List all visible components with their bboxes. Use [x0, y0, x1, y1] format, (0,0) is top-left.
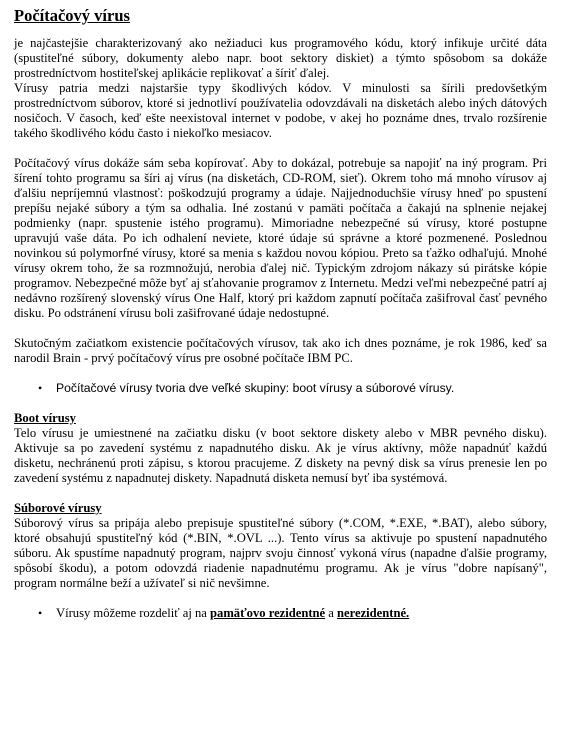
list-item-joiner: a [325, 606, 338, 620]
boot-viruses-text: Telo vírusu je umiestnené na začiatku disku (v boot sektore diskety alebo v MBR pevného disku). Aktivuje sa po zavedení systému z napadnutého disku. Ak je vírus aktívny, môže napadnúť každú disketu, nechránenú proti zápisu, s ktorou pracujeme. Z diskety na pevný disk sa vírus prenesie len po zavedení systému z napadnutej diskety. Napadnutá disketa nemusí byť iba systémová. [14, 426, 547, 485]
spacer [14, 591, 547, 606]
list-item-text: Počítačové vírusy tvoria dve veľké skupiny: boot vírusy a súborové vírusy. [56, 381, 455, 395]
intro-paragraph-1: je najčastejšie charakterizovaný ako nežiaduci kus programového kódu, ktorý infikuje určité dáta (spustiteľné súbory, dokumenty alebo napr. boot sektory diskiet) a týmto spôsobom sa dokáže prostredníctvom hostiteľskej aplikácie replikovať a šíriť ďalej. [14, 36, 547, 80]
file-viruses-heading: Súborové vírusy [14, 501, 102, 515]
spacer [14, 141, 547, 156]
page-title: Počítačový vírus [14, 6, 130, 25]
file-viruses-text: Súborový vírus sa pripája alebo prepisuje spustiteľné súbory (*.COM, *.EXE, *.BAT), alebo súbory, ktoré obsahujú spustiteľný kód (*.BIN, *.OVL ...). Tento vírus sa aktivuje po spustení napadnutého súboru. Ak spustíme napadnutý program, najprv svoju činnosť vykoná vírus (napadne ďalšie programy, spôsobí škodu), a potom odovzdá riadenie napadnutému programu. Ak je vírus "dobre napísaný", program normálne beží a užívateľ si nič nevšimne. [14, 516, 547, 590]
body-paragraph-4: Skutočným začiatkom existencie počítačových vírusov, tak ako ich dnes poznáme, je rok 1986, keď sa narodil Brain - prvý počítačový vírus pre osobné počítače IBM PC. [14, 336, 547, 365]
list-item [14, 606, 547, 621]
term-resident: pamäťovo rezidentné [210, 606, 326, 620]
spacer [14, 396, 547, 411]
spacer [14, 366, 547, 381]
spacer [14, 321, 547, 336]
spacer [14, 486, 547, 501]
term-nonresident: nerezidentné. [337, 606, 410, 620]
body-paragraph-3: Počítačový vírus dokáže sám seba kopírovať. Aby to dokázal, potrebuje sa napojiť na iný program. Pri šírení tohto programu sa šíri aj vírus (na disketách, CD-ROM, sieť). Okrem toho má mnoho vírusov aj ďalšiu nepríjemnú vlastnosť: poškodzujú programy a údaje. Najjednoduchšie vírusy hneď po spustení prepíšu nejaké súbory a tým sa odhalia. Iné zostanú v pamäti počítača a čakajú na splnenie nejakej podmienky (napr. spustenie istého programu). Mimoriadne nebezpečné sú vírusy, ktoré postupne upravujú vaše dáta. Po ich odhalení neviete, ktoré údaje sú správne a ktoré pozmenené. Poslednou novinkou sú polymorfné vírusy, ktoré sa menia s každou novou kópiou. Preto sa ťažko odhaľujú. Mnohé vírusy okrem toho, že sa rozmnožujú, nerobia ďalej nič. Typickým zdrojom nákazy sú pirátske kópie programov. Nebezpečné môže byť aj sťahovanie programov z Internetu. Medzi veľmi nebezpečné patrí aj nedávno rozšírený slovenský vírus One Half, ktorý pri každom zapnutí počítača zašifroval časť pevného disku. Po odstránení vírusu boli zašifrované údaje nedostupné. [14, 156, 547, 320]
list-item-text [56, 606, 409, 621]
intro-paragraph-2: Vírusy patria medzi najstaršie typy škodlivých kódov. V minulosti sa šírili predovšetkým prostredníctvom súborov, ktoré si jednotliví používatelia odovzdávali na disketách alebo iných dátových nosičoch. V časoch, keď ešte neexistoval internet v podobe, v akej ho poznáme dnes, trvalo rozšírenie takého škodlivého kódu často i niekoľko mesiacov. [14, 81, 547, 140]
bullet-icon: • [38, 381, 43, 395]
boot-viruses-heading: Boot vírusy [14, 411, 76, 425]
list-item [14, 381, 547, 396]
list-item-prefix: Vírusy môžeme rozdeliť aj na [56, 606, 211, 620]
bullet-icon: • [38, 606, 43, 620]
